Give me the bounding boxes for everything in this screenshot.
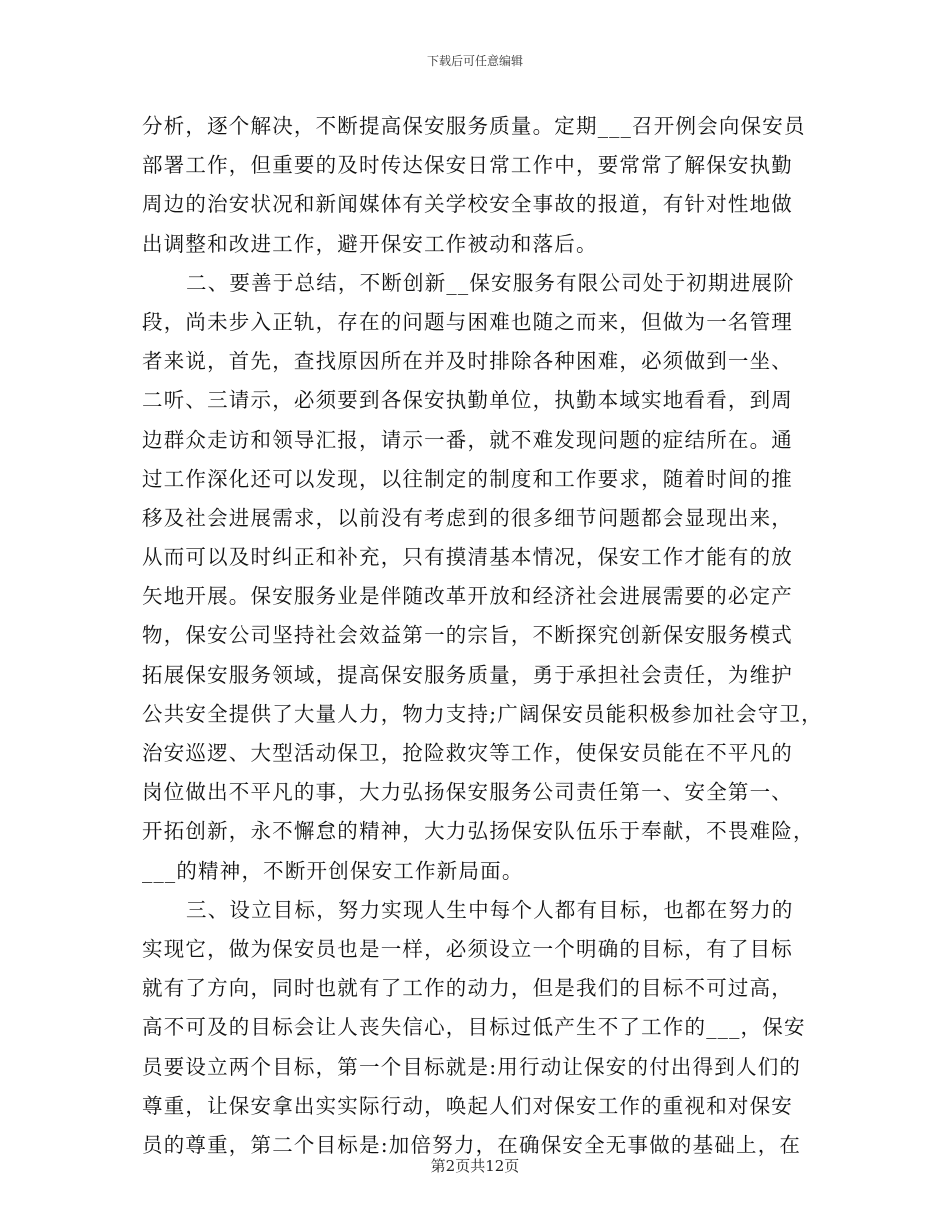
- text-line: 边群众走访和领导汇报，请示一番，就不难发现问题的症结所在。通: [142, 427, 793, 452]
- text-line: 过工作深化还可以发现，以往制定的制度和工作要求，随着时间的推: [142, 466, 793, 491]
- text-line: 分析，逐个解决，不断提高保安服务质量。定期___召开例会向保安员: [142, 114, 806, 138]
- text-line: 者来说，首先，查找原因所在并及时排除各种困难，必须做到一坐、: [142, 349, 793, 374]
- text-line: 段，尚未步入正轨，存在的问题与困难也随之而来，但做为一名管理: [142, 309, 793, 334]
- text-line: 开拓创新，永不懈怠的精神，大力弘扬保安队伍乐于奉献，不畏难险，: [142, 819, 815, 844]
- text-line: 部署工作，但重要的及时传达保安日常工作中，要常常了解保安执勤: [142, 153, 793, 178]
- text-line: 拓展保安服务领域，提高保安服务质量，勇于承担社会责任，为维护: [142, 662, 793, 687]
- text-line: 实现它，做为保安员也是一样，必须设立一个明确的目标，有了目标: [142, 936, 793, 961]
- text-line: 周边的治安状况和新闻媒体有关学校安全事故的报道，有针对性地做: [142, 192, 793, 217]
- text-line: 员的尊重，第二个目标是:加倍努力，在确保安全无事做的基础上，在: [142, 1132, 802, 1157]
- page-header: 下载后可任意编辑: [426, 54, 523, 68]
- text-line: 从而可以及时纠正和补充，只有摸清基本情况，保安工作才能有的放: [142, 545, 793, 570]
- text-line: 二听、三请示，必须要到各保安执勤单位，执勤本域实地看看，到周: [142, 388, 793, 413]
- text-line: ___的精神，不断开创保安工作新局面。: [142, 858, 524, 883]
- text-line: 尊重，让保安拿出实实际行动，唤起人们对保安工作的重视和对保安: [142, 1093, 793, 1118]
- text-line: 物，保安公司坚持社会效益第一的宗旨，不断探究创新保安服务模式: [142, 623, 793, 648]
- text-line: 就有了方向，同时也就有了工作的动力，但是我们的目标不可过高，: [142, 976, 793, 1001]
- text-line: 公共安全提供了大量人力，物力支持;广阔保安员能积极参加社会守卫，: [142, 701, 823, 726]
- text-line: 岗位做出不平凡的事，大力弘扬保安服务公司责任第一、安全第一、: [142, 780, 793, 805]
- page-number: 第2页共12页: [430, 1157, 520, 1175]
- text-line: 出调整和改进工作，避开保安工作被动和落后。: [142, 231, 598, 256]
- text-line: 矢地开展。保安服务业是伴随改革开放和经济社会进展需要的必定产: [142, 584, 793, 609]
- paragraph-start-line: 三、设立目标，努力实现人生中每个人都有目标，也都在努力的: [186, 897, 794, 922]
- text-line: 移及社会进展需求，以前没有考虑到的很多细节问题都会显现出来，: [142, 505, 793, 530]
- text-line: 高不可及的目标会让人丧失信心，目标过低产生不了工作的___，保安: [142, 1015, 806, 1040]
- text-line: 治安巡逻、大型活动保卫，抢险救灾等工作，使保安员能在不平凡的: [142, 741, 793, 765]
- paragraph-start-line: 二、要善于总结，不断创新__保安服务有限公司处于初期进展阶: [186, 270, 795, 295]
- document-body: [142, 107, 823, 1165]
- text-line: 员要设立两个目标，第一个目标就是:用行动让保安的付出得到人们的: [142, 1054, 802, 1079]
